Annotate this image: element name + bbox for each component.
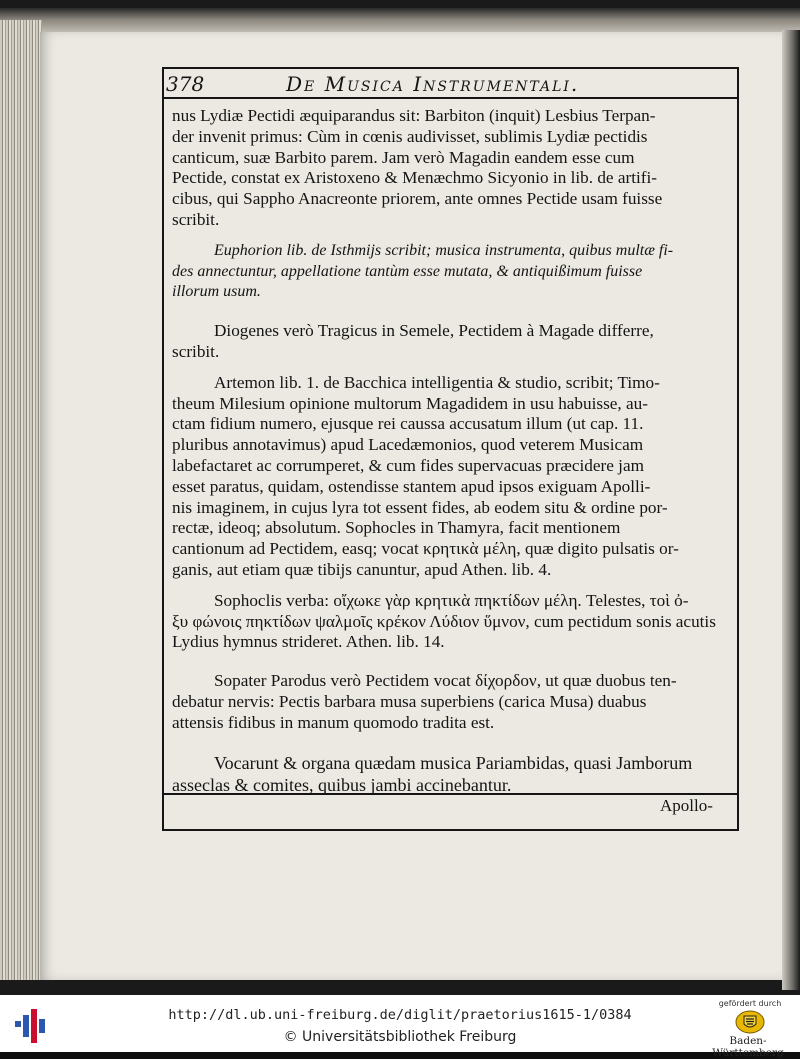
- text-line: der invenit primus: Cùm in cœnis audivisset, sublimis Lydiæ pectidis: [172, 126, 648, 146]
- permalink-url[interactable]: http://dl.ub.uni-freiburg.de/diglit/praetorius1615-1/0384: [168, 1007, 632, 1023]
- text-line: ganis, aut etiam quæ tibijs canuntur, apud Athen. lib. 4.: [172, 559, 552, 579]
- text-line: ctam fidium numero, ejusque rei caussa accusatum illum (ut cap. 11.: [172, 414, 644, 434]
- running-head-title: De Musica Instrumentali.: [286, 72, 580, 96]
- paragraph-4: [172, 373, 728, 581]
- page-number: 378: [166, 72, 205, 96]
- viewer-footer: [0, 995, 800, 1059]
- text-line: Euphorion lib. de Isthmijs scribit; musica instrumenta, quibus multæ fi-: [214, 241, 674, 259]
- paragraph-5: [172, 591, 728, 653]
- text-line: Artemon lib. 1. de Bacchica intelligentia & studio, scribit; Timo-: [214, 372, 660, 392]
- page-right-edge: [782, 30, 800, 990]
- baden-wuerttemberg-coat-of-arms-icon: [721, 1010, 779, 1034]
- text-line: cantionum ad Pectidem, easq; vocat κρητικὰ μέλη, quæ digito pulsatis or-: [172, 539, 679, 559]
- text-line: debatur nervis: Pectis barbara musa superbiens (carica Musa) duabus: [172, 691, 647, 711]
- text-line: esset paratus, quidam, ostendisse stantem apud ipsos exiguam Apolli-: [172, 476, 651, 496]
- paragraph-6: [172, 671, 728, 733]
- running-header: [166, 70, 731, 96]
- page-stack-left: [0, 20, 42, 980]
- text-line: canticum, suæ Barbito parem. Jam verò Magadin eandem esse cum: [172, 147, 635, 167]
- text-line: Diogenes verò Tragicus in Semele, Pectidem à Magade differre,: [214, 321, 654, 341]
- text-line: Sopater Parodus verò Pectidem vocat δίχορδον, ut quæ duobus ten-: [214, 671, 677, 691]
- paragraph-2: [172, 241, 728, 303]
- text-line: Vocarunt & organa quædam musica Pariambidas, quasi Jamborum: [214, 752, 693, 773]
- funded-by-label: gefördert durch: [718, 999, 782, 1008]
- paragraph-1: [172, 106, 728, 231]
- text-line: labefactaret ac corrumperet, & cum fides supervacuas præcidere jam: [172, 455, 644, 475]
- copyright-text: © Universitätsbibliothek Freiburg: [283, 1029, 517, 1045]
- text-line: Lydius hymnus strideret. Athen. lib. 14.: [172, 632, 445, 652]
- text-line: scribit.: [172, 341, 220, 361]
- text-line: Pectide, constat ex Aristoxeno & Menæchmo Sicyonio in lib. de artifi-: [172, 168, 657, 188]
- paragraph-7: [172, 752, 728, 796]
- text-line: pluribus annotavimus) apud Lacedæmonios, quod veterem Musicam: [172, 435, 644, 455]
- text-line: des annectuntur, appellatione tantùm esse mutata, & antiquißimum fuisse: [172, 262, 643, 280]
- text-line: scribit.: [172, 209, 220, 229]
- header-rule: [162, 97, 737, 99]
- body-text: [172, 106, 728, 796]
- text-line: ξυ φώνοις πηκτίδων ψαλμοῖς κρέκον Λύδιον ὕμνον, cum pectidum sonis acutis: [172, 611, 716, 631]
- text-line: asseclas & comites, quibus jambi accinebantur.: [172, 774, 512, 795]
- text-line: Sophoclis verba: οἴχωκε γὰρ κρητικὰ πηκτίδων μέλη. Telestes, τοὶ ὀ-: [214, 590, 689, 610]
- text-line: cibus, qui Sappho Anacreonte priorem, ante omnes Pectide usam fuisse: [172, 189, 663, 209]
- text-line: nus Lydiæ Pectidi æquiparandus sit: Barbiton (inquit) Lesbius Terpan-: [172, 106, 656, 125]
- paragraph-3: [172, 321, 728, 363]
- text-line: illorum usum.: [172, 283, 261, 301]
- catchword: Apollo-: [660, 796, 713, 815]
- text-line: attensis fidibus in manum quomodo tradita est.: [172, 712, 495, 732]
- text-line: nis imaginem, in cujus lyra tot essent fides, ab eodem situ & ordine por-: [172, 497, 668, 517]
- text-line: rectæ, ideoq; absolutum. Sophocles in Thamyra, facit mentionem: [172, 518, 621, 538]
- text-line: theum Milesium opinione multorum Magadidem in usu habuisse, au-: [172, 393, 648, 413]
- state-label: Baden-Württemberg: [712, 1035, 784, 1059]
